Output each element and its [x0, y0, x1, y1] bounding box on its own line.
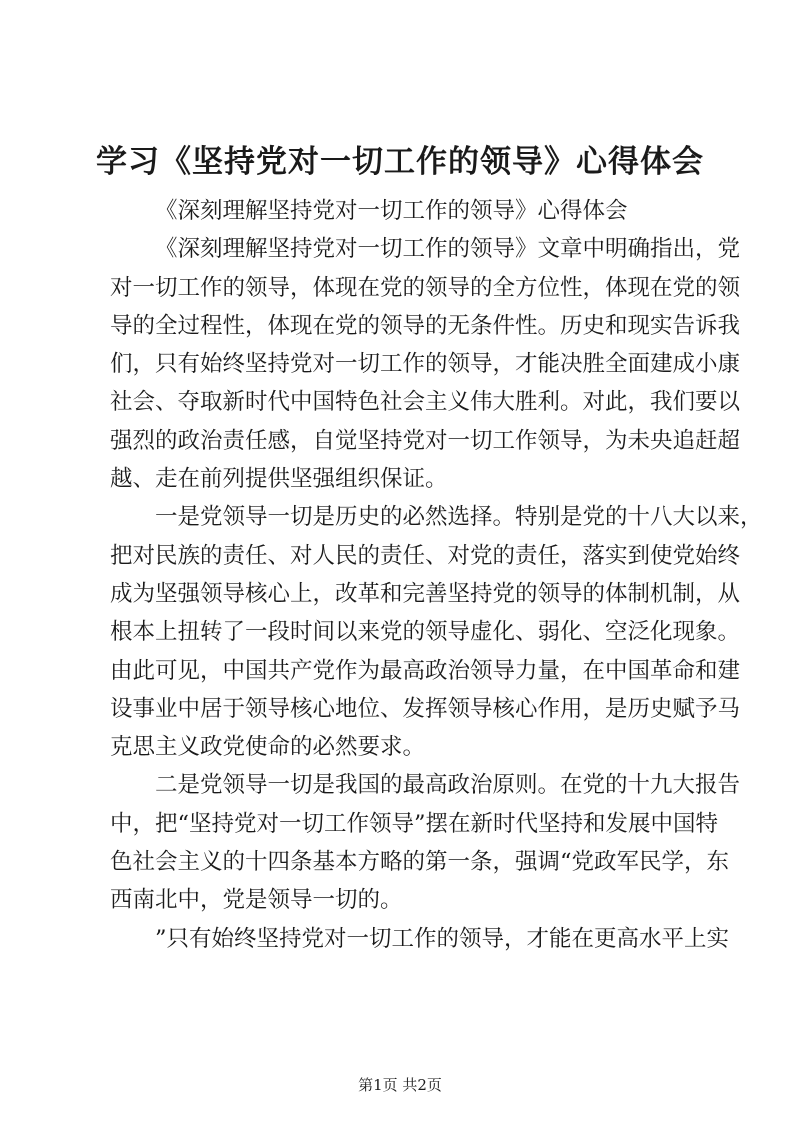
paragraph-line: 对一切工作的领导，体现在党的领导的全方位性，体现在党的领 [110, 274, 741, 301]
document-title: 学习《坚持党对一切工作的领导》心得体会 [96, 144, 704, 180]
paragraph-line: 设事业中居于领导核心地位、发挥领导核心作用，是历史赋予马 [110, 695, 741, 722]
paragraph-line: ”只有始终坚持党对一切工作的领导，才能在更高水平上实 [155, 925, 730, 952]
paragraph-line: 成为坚强领导核心上，改革和完善坚持党的领导的体制机制，从 [110, 580, 741, 607]
page-number-total: 共2页 [402, 1076, 442, 1094]
paragraph-line: 中，把“坚持党对一切工作领导”摆在新时代坚持和发展中国特 [110, 810, 719, 837]
page-footer [0, 1074, 800, 1096]
paragraph-line: 一是党领导一切是历史的必然选择。特别是党的十八大以来， [155, 504, 763, 531]
paragraph-line: 社会、夺取新时代中国特色社会主义伟大胜利。对此，我们要以 [110, 389, 741, 416]
paragraph-line: 西南北中，党是领导一切的。 [110, 887, 403, 914]
page-number-current: 第1页 [358, 1076, 398, 1094]
paragraph-line: 克思主义政党使命的必然要求。 [110, 734, 426, 761]
paragraph-line: 们，只有始终坚持党对一切工作的领导，才能决胜全面建成小康 [110, 351, 741, 378]
paragraph-line: 根本上扭转了一段时间以来党的领导虚化、弱化、空泛化现象。 [110, 619, 741, 646]
paragraph-line: 由此可见，中国共产党作为最高政治领导力量，在中国革命和建 [110, 657, 741, 684]
paragraph-line: 色社会主义的十四条基本方略的第一条，强调“党政军民学，东 [110, 849, 730, 876]
paragraph-line: 把对民族的责任、对人民的责任、对党的责任，落实到使党始终 [110, 542, 741, 569]
paragraph-line: 越、走在前列提供坚强组织保证。 [110, 466, 448, 493]
paragraph-line: 二是党领导一切是我国的最高政治原则。在党的十九大报告 [155, 772, 741, 799]
paragraph-line: 《深刻理解坚持党对一切工作的领导》文章中明确指出，党 [155, 236, 741, 263]
document-subtitle: 《深刻理解坚持党对一切工作的领导》心得体会 [155, 198, 628, 224]
paragraph-line: 强烈的政治责任感，自觉坚持党对一切工作领导，为未央追赶超 [110, 427, 741, 454]
paragraph-line: 导的全过程性，体现在党的领导的无条件性。历史和现实告诉我 [110, 312, 741, 339]
document-body [110, 192, 763, 958]
